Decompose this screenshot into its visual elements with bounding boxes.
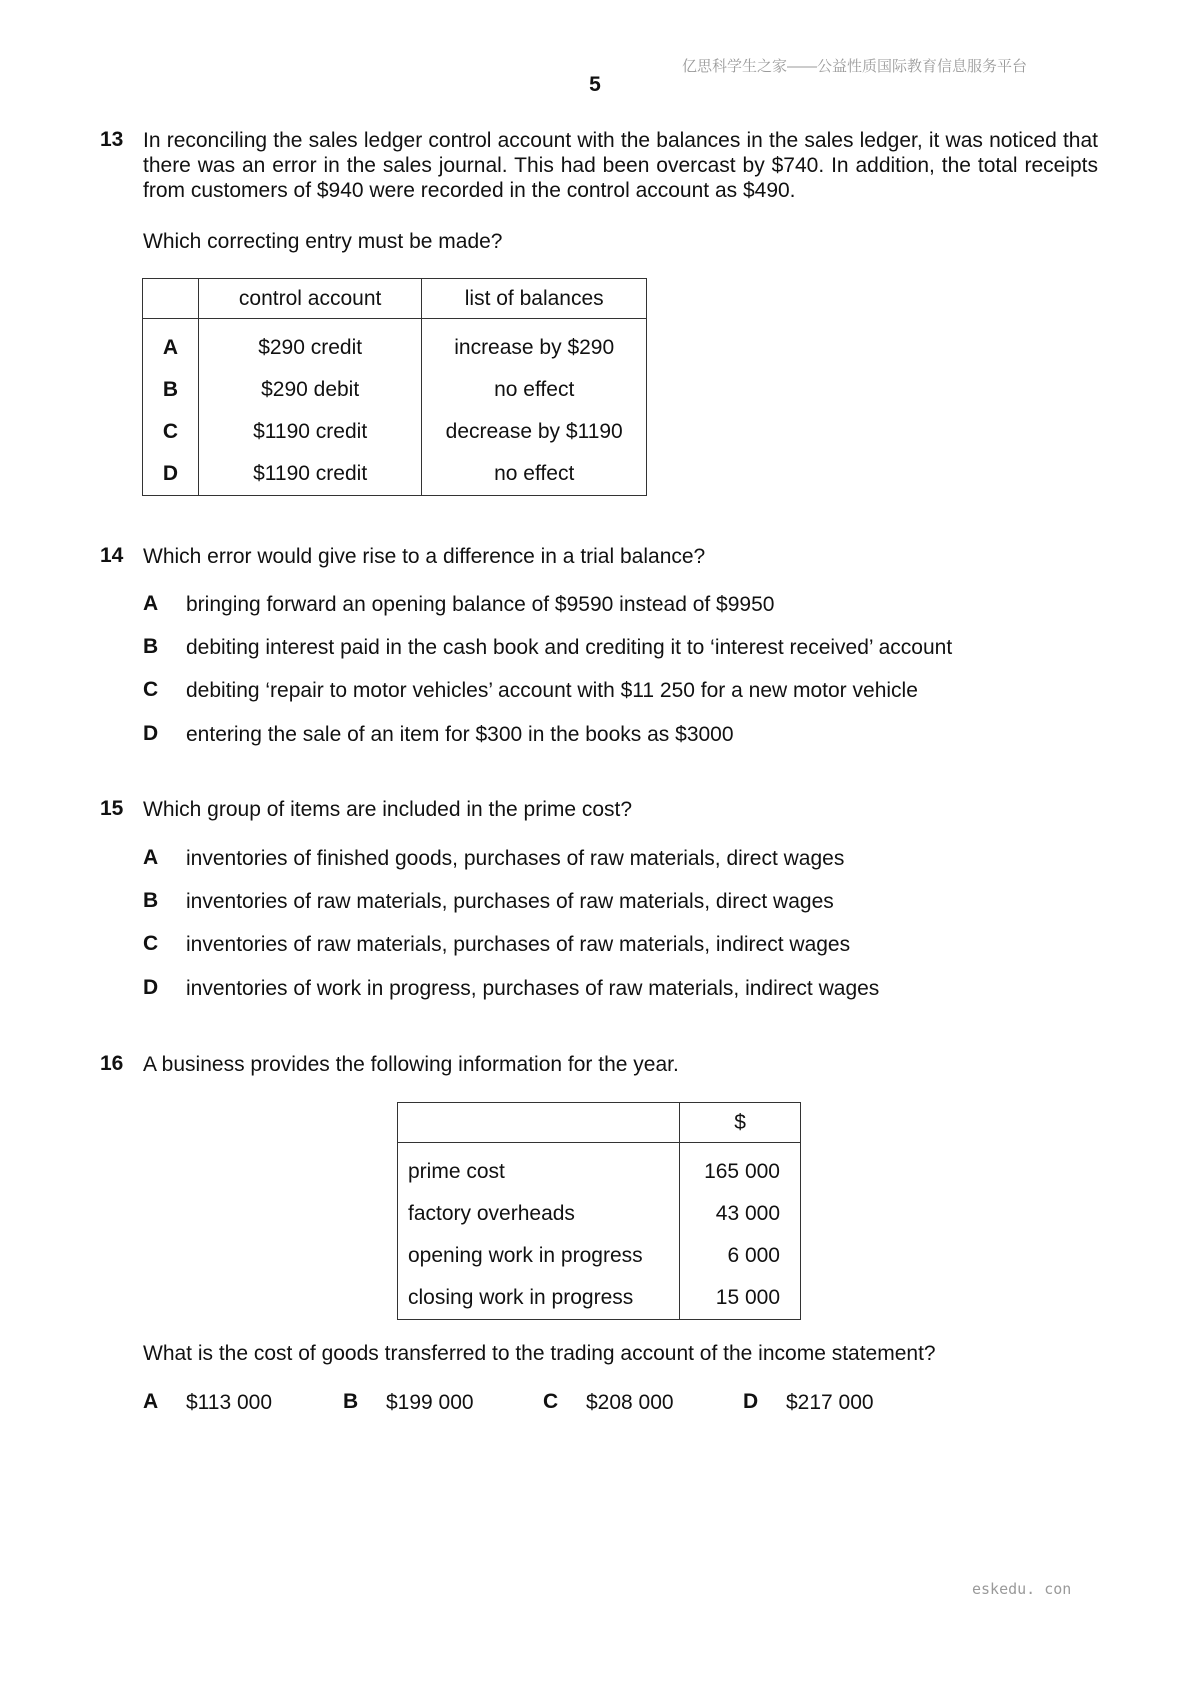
option-text: inventories of raw materials, purchases of raw materials, direct wages [186, 890, 834, 913]
table-cell: no effect [422, 369, 647, 411]
header-watermark: 亿思科学生之家——公益性质国际教育信息服务平台 [682, 58, 1028, 75]
option-text: entering the sale of an item for $300 in the books as $3000 [186, 723, 734, 746]
table-header-cell: list of balances [422, 279, 647, 319]
table-header-cell [143, 279, 199, 319]
table-row [143, 319, 647, 370]
option-text: debiting interest paid in the cash book and crediting it to ‘interest received’ account [186, 636, 953, 659]
table-row [398, 1277, 801, 1320]
option-letter: B [143, 635, 159, 658]
option-letter: B [343, 1390, 359, 1413]
page-number: 5 [589, 73, 601, 96]
option-letter: C [143, 932, 159, 955]
option-text: $113 000 [186, 1391, 273, 1414]
option-letter: C [143, 678, 159, 701]
option-text: inventories of raw materials, purchases of raw materials, indirect wages [186, 933, 851, 956]
question-14-prompt: Which error would give rise to a difference in a trial balance? [143, 545, 706, 568]
option-letter: B [143, 369, 199, 411]
table-cell: 165 000 [680, 1143, 801, 1194]
table-row [143, 369, 647, 411]
option-text: $217 000 [786, 1391, 874, 1414]
question-16-prompt: What is the cost of goods transferred to the trading account of the income statement? [143, 1342, 936, 1365]
question-16-table [397, 1102, 801, 1320]
table-cell: $290 credit [198, 319, 422, 370]
table-header-cell: $ [680, 1103, 801, 1143]
option-text: inventories of work in progress, purchases of raw materials, indirect wages [186, 977, 880, 1000]
table-header-cell: control account [198, 279, 422, 319]
table-cell: 6 000 [680, 1235, 801, 1277]
option-letter: A [143, 1390, 159, 1413]
question-13-table [142, 278, 647, 496]
option-letter: A [143, 592, 159, 615]
question-15-number: 15 [100, 797, 124, 820]
table-header-row [143, 279, 647, 319]
table-header-row [398, 1103, 801, 1143]
question-13-prompt: Which correcting entry must be made? [143, 230, 503, 253]
table-cell: prime cost [398, 1143, 680, 1194]
table-row [398, 1193, 801, 1235]
table-cell: $290 debit [198, 369, 422, 411]
table-cell: $1190 credit [198, 411, 422, 453]
table-row [398, 1143, 801, 1194]
table-cell: opening work in progress [398, 1235, 680, 1277]
table-cell: 15 000 [680, 1277, 801, 1320]
question-16-number: 16 [100, 1052, 124, 1075]
option-letter: B [143, 889, 159, 912]
option-text: $199 000 [386, 1391, 474, 1414]
table-cell: no effect [422, 453, 647, 496]
question-16-stem: A business provides the following information for the year. [143, 1053, 679, 1076]
option-letter: D [743, 1390, 759, 1413]
option-letter: A [143, 846, 159, 869]
option-text: bringing forward an opening balance of $9590 instead of $9950 [186, 593, 775, 616]
footer-watermark: eskedu. con [972, 1580, 1072, 1598]
table-cell: factory overheads [398, 1193, 680, 1235]
question-14-number: 14 [100, 544, 124, 567]
table-header-cell [398, 1103, 680, 1143]
option-text: $208 000 [586, 1391, 674, 1414]
table-cell: decrease by $1190 [422, 411, 647, 453]
option-letter: C [543, 1390, 559, 1413]
question-15-prompt: Which group of items are included in the prime cost? [143, 798, 633, 821]
table-row [143, 453, 647, 496]
option-letter: D [143, 453, 199, 496]
table-cell: increase by $290 [422, 319, 647, 370]
table-cell: closing work in progress [398, 1277, 680, 1320]
option-letter: D [143, 722, 159, 745]
table-cell: 43 000 [680, 1193, 801, 1235]
table-row [398, 1235, 801, 1277]
option-text: inventories of finished goods, purchases of raw materials, direct wages [186, 847, 845, 870]
option-text: debiting ‘repair to motor vehicles’ account with $11 250 for a new motor vehicle [186, 679, 918, 702]
option-letter: D [143, 976, 159, 999]
option-letter: C [143, 411, 199, 453]
option-letter: A [143, 319, 199, 370]
question-13-number: 13 [100, 128, 124, 151]
question-13-stem: In reconciling the sales ledger control account with the balances in the sales ledger, it was noticed that there was an error in the sales journal. This had been overcast by $740. In addition, the total receipts from customers of $940 were recorded in the control account as $490. [143, 129, 1098, 202]
table-row [143, 411, 647, 453]
table-cell: $1190 credit [198, 453, 422, 496]
